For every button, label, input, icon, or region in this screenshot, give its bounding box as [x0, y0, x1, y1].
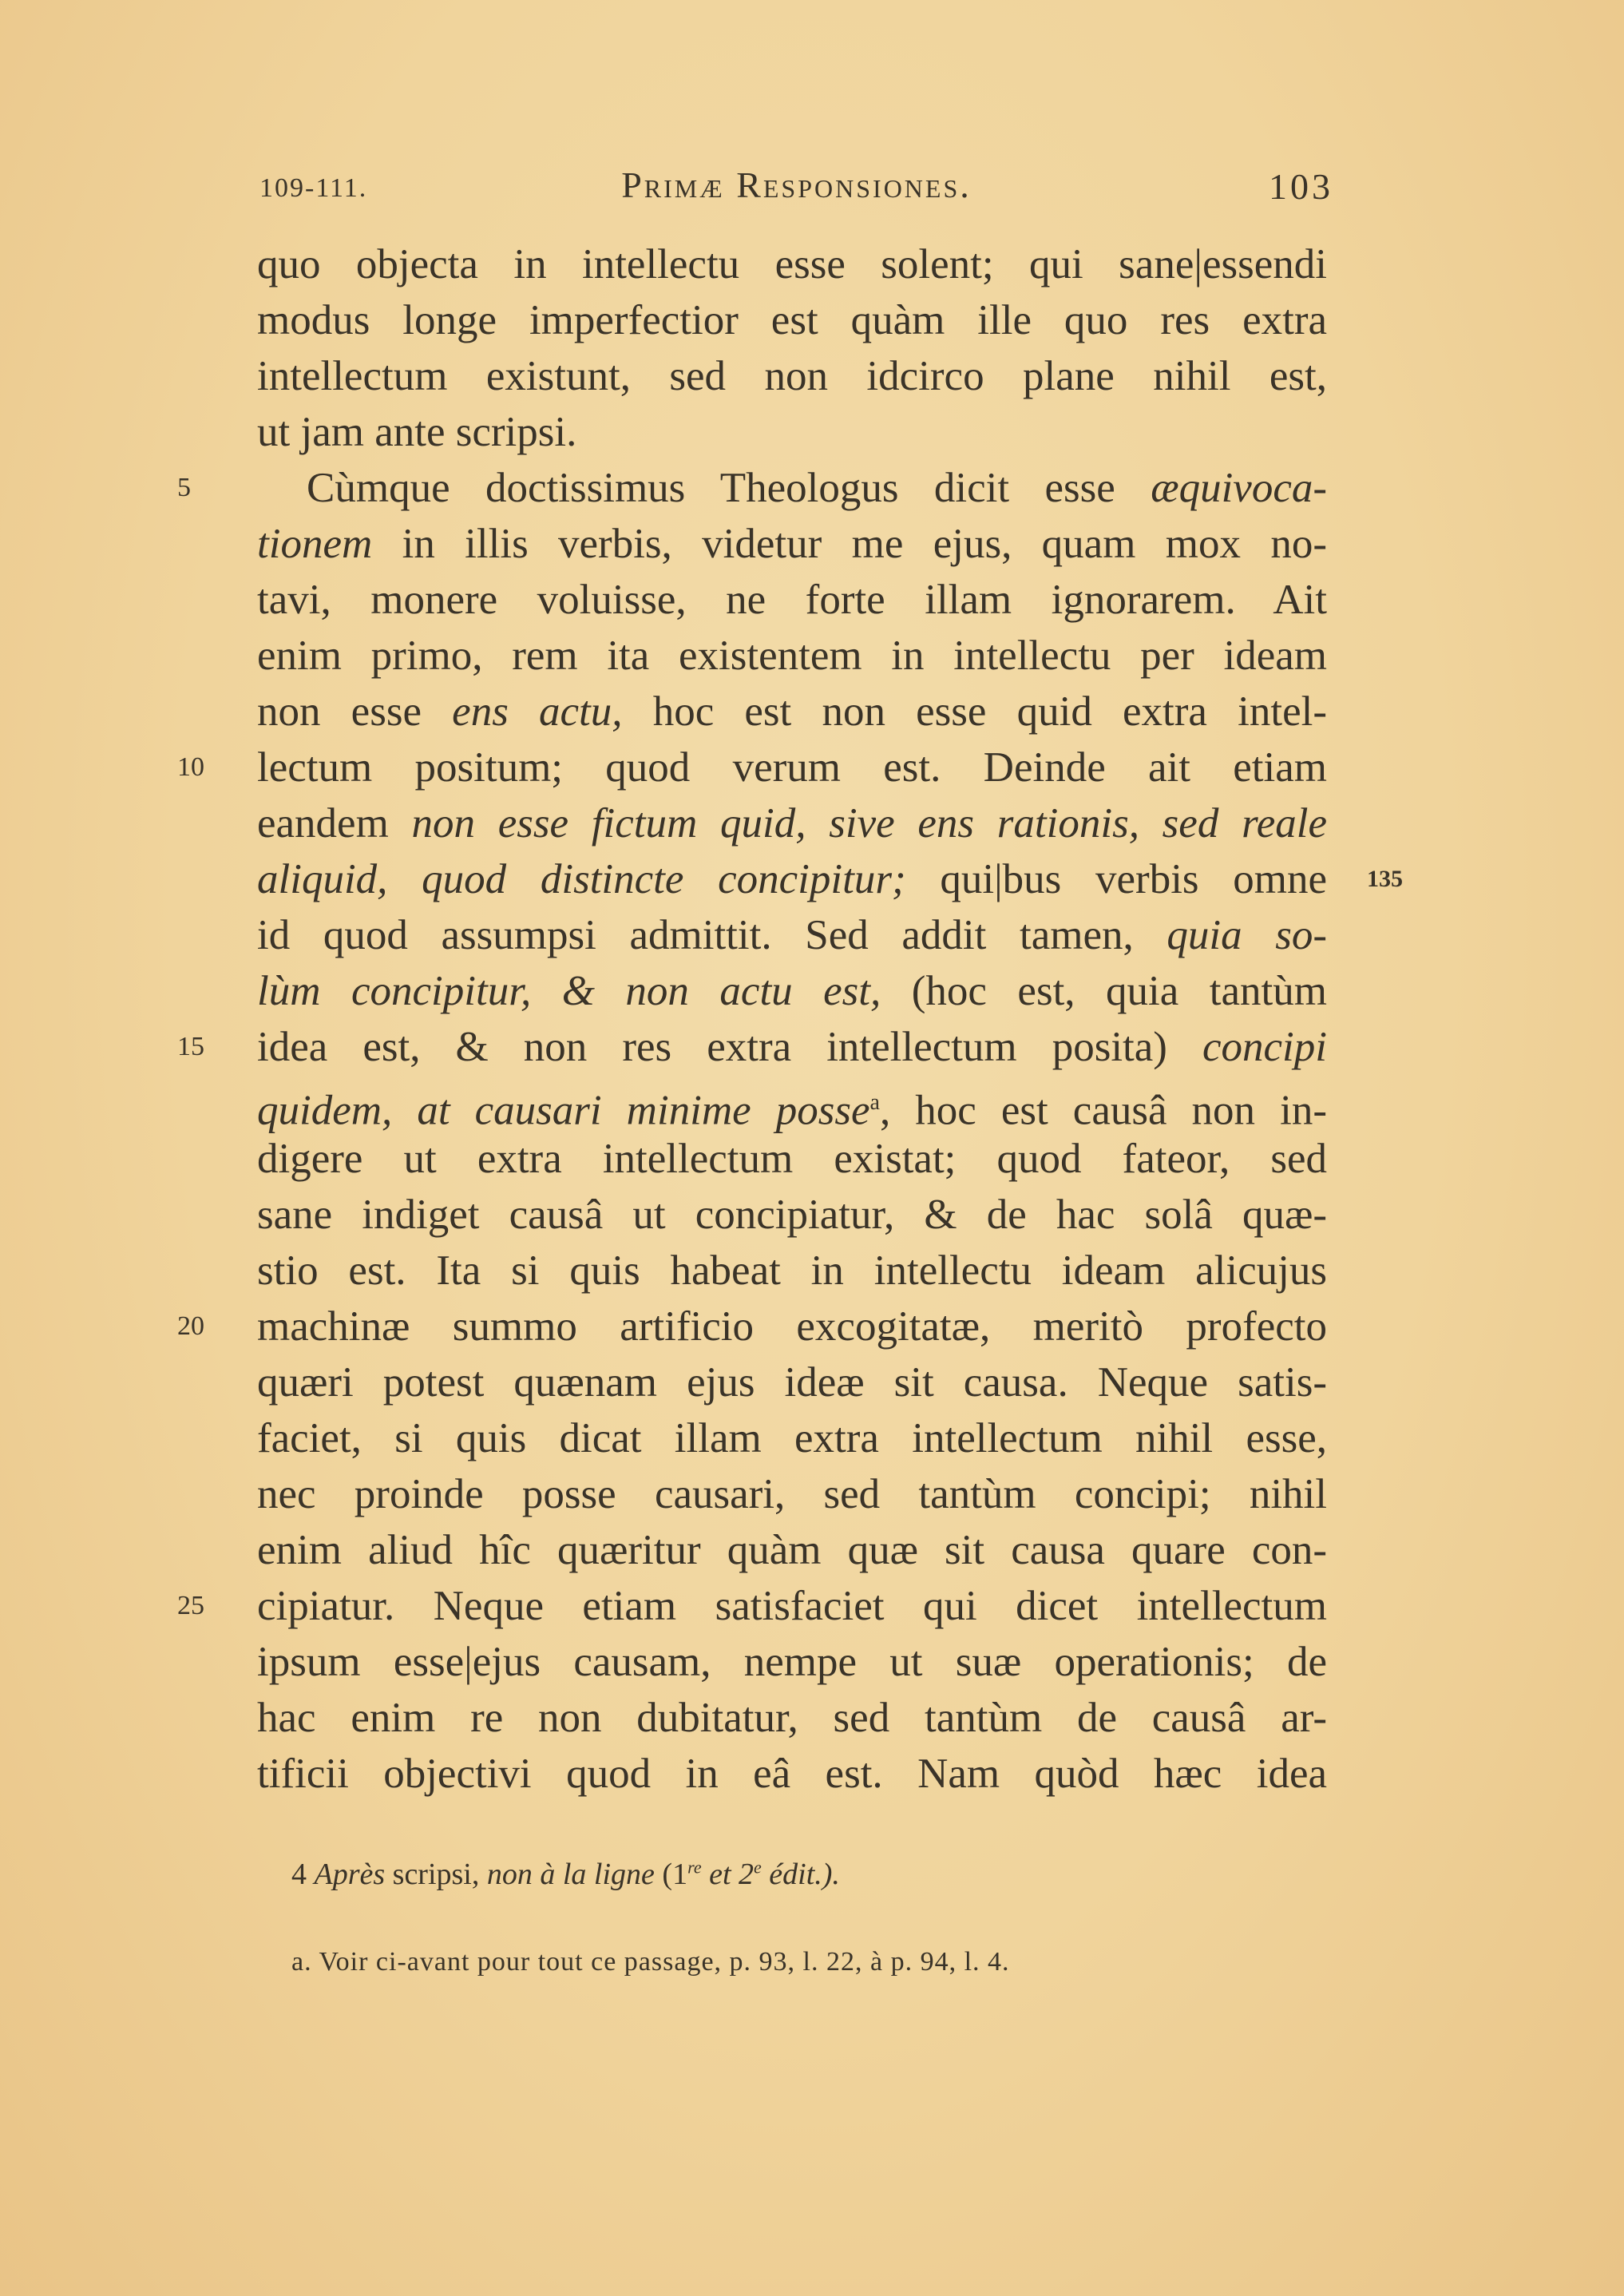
- text-line: 15 idea est, & non res extra intellectum posita) concipi: [257, 1019, 1327, 1075]
- page-number: 103: [1269, 166, 1333, 207]
- text-line: faciet, si quis dicat illam extra intellectum nihil esse,: [257, 1415, 1327, 1461]
- text-line: tavi, monere voluisse, ne forte illam ignorarem. Ait: [257, 577, 1327, 623]
- text-line: tificii objectivi quod in eâ est. Nam quòd hæc idea: [257, 1751, 1327, 1797]
- text-line: tionem in illis verbis, videtur me ejus, quam mox no-: [257, 521, 1327, 567]
- running-title: Primæ Responsiones.: [621, 165, 972, 205]
- text-line: digere ut extra intellectum existat; quod fateor, sed: [257, 1136, 1327, 1182]
- page-range: 109-111.: [259, 173, 368, 203]
- text-line: lùm concipitur, & non actu est, (hoc est, quia tantùm: [257, 968, 1327, 1014]
- text-line: enim primo, rem ita existentem in intellectu per ideam: [257, 632, 1327, 679]
- text-line: quæri potest quænam ejus ideæ sit causa. Neque satis-: [257, 1359, 1327, 1406]
- text-line: 5 Cùmque doctissimus Theologus dicit esse æquivoca-: [257, 460, 1327, 516]
- text-line: quidem, at causari minime posse$^a$, hoc est causâ non in-: [257, 1087, 1327, 1134]
- text-line: non esse ens actu, hoc est non esse quid extra intel-: [257, 688, 1327, 735]
- text-line: quo objecta in intellectu esse solent; qui sane|essendi: [257, 241, 1327, 287]
- text-line: intellectum existunt, sed non idcirco plane nihil est,: [257, 353, 1327, 399]
- footnote-marker: a: [869, 1090, 880, 1115]
- text-line: id quod assumpsi admittit. Sed addit tamen, quia so-: [257, 912, 1327, 958]
- text-line: sane indiget causâ ut concipiatur, & de hac solâ quæ-: [257, 1192, 1327, 1238]
- main-text: [177, 236, 1403, 1802]
- text-line: 20 machinæ summo artificio excogitatæ, meritò profecto: [257, 1299, 1327, 1354]
- line-number: 10: [177, 752, 204, 782]
- text-line: 25 cipiatur. Neque etiam satisfaciet qui dicet intellectum: [257, 1578, 1327, 1634]
- text-line: eandem non esse fictum quid, sive ens rationis, sed reale: [257, 800, 1328, 847]
- running-header: [259, 164, 1333, 212]
- text-line: 10 lectum positum; quod verum est. Deinde ait etiam: [257, 740, 1327, 795]
- text-line: aliquid, quod distincte concipitur; qui|bus verbis omne 135: [257, 851, 1327, 907]
- text-line: modus longe imperfectior est quàm ille quo res extra: [257, 297, 1327, 343]
- line-number: 20: [177, 1311, 204, 1341]
- text-line: hac enim re non dubitatur, sed tantùm de causâ ar-: [257, 1695, 1327, 1741]
- line-number: 5: [177, 473, 191, 502]
- text-line: enim aliud hîc quæritur quàm quæ sit causa quare con-: [257, 1527, 1327, 1573]
- critical-footnote: 4 Après scripsi, non à la ligne (1re et 2e édit.).: [291, 1857, 840, 1891]
- text-line: nec proinde posse causari, sed tantùm concipi; nihil: [257, 1471, 1327, 1517]
- line-number: 15: [177, 1032, 204, 1061]
- text-line: ipsum esse|ejus causam, nempe ut suæ operationis; de: [257, 1639, 1327, 1685]
- text-line: stio est. Ita si quis habeat in intellectu ideam alicujus: [257, 1247, 1327, 1294]
- reference-footnote: a. Voir ci-avant pour tout ce passage, p. 93, l. 22, à p. 94, l. 4.: [291, 1947, 1010, 1977]
- margin-page-number: 135: [1367, 866, 1403, 892]
- text-line: ut jam ante scripsi.: [257, 409, 577, 455]
- line-number: 25: [177, 1591, 204, 1620]
